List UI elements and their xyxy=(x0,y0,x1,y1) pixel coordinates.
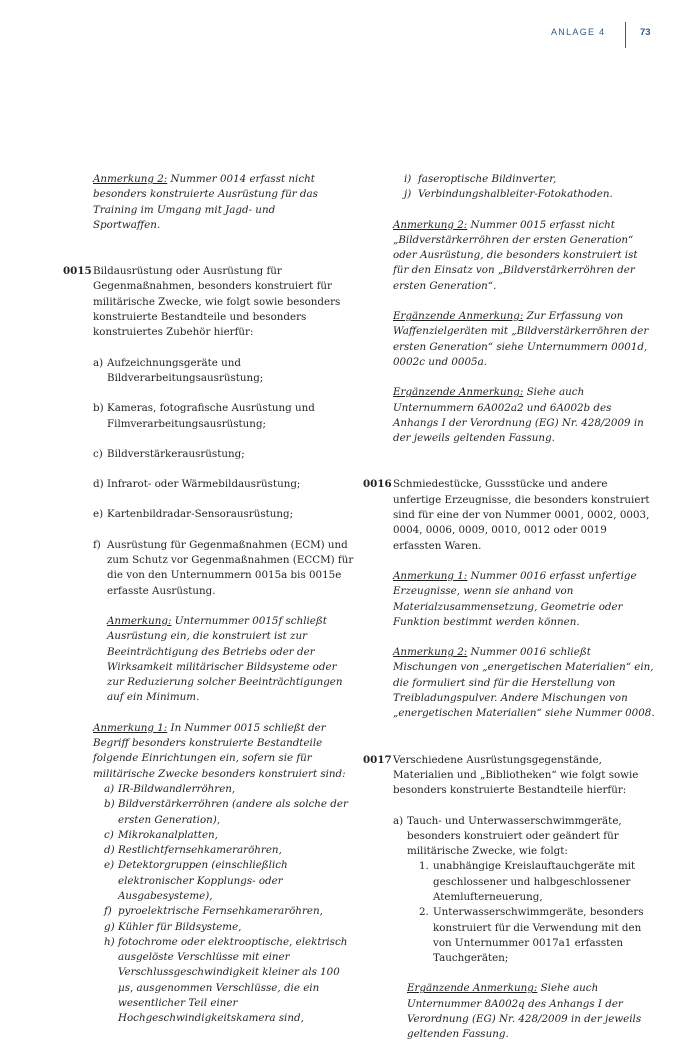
list-item xyxy=(93,797,355,828)
list-label: c) xyxy=(104,828,114,841)
section-number: 0016 xyxy=(363,478,392,491)
note-label: Ergänzende Anmerkung: xyxy=(407,982,538,995)
note-text: Nummer 0014 erfasst nicht besonders konstruierte Ausrüstung für das Training im Umgang mit Jagd- und Sportwaffen. xyxy=(93,173,318,231)
note-label: Anmerkung: xyxy=(107,614,172,627)
list-label: h) xyxy=(104,935,115,948)
note-text: Siehe auch Unternummern 6A002a2 und 6A002b des Anhangs I der Verordnung (EG) Nr. 428/2009 in der jeweils geltenden Fassung. xyxy=(393,386,644,445)
list-label: g) xyxy=(104,920,115,933)
list-text: Kühler für Bildsysteme, xyxy=(118,920,242,933)
supplementary-note xyxy=(407,981,655,1042)
note-text: Unternummer 0015f schließt Ausrüstung ein, die konstruiert ist zur Beeinträchtigung des Betriebs oder der Wirksamkeit militärischer Bildsysteme oder zur Reduzierung solcher Beeinträchtigungen auf ein Minimum. xyxy=(107,614,343,704)
note-text: Zur Erfassung von Waffenzielgeräten mit „Bildverstärkerröhren der ersten Generation“ siehe Unternummern 0001d, 0002c und 0005a. xyxy=(393,310,649,368)
list-text: Detektorgruppen (einschließlich elektronischer Kopplungs- oder Ausgabesysteme), xyxy=(118,859,288,902)
list-text: Restlichtfernsehkameraröhren, xyxy=(118,844,282,857)
note-2-0015 xyxy=(393,218,655,294)
note-label: Anmerkung 2: xyxy=(93,173,168,185)
note-label: Anmerkung 2: xyxy=(393,646,468,659)
list-item xyxy=(407,859,655,905)
list-text: Ausrüstung für Gegenmaßnahmen (ECM) und zum Schutz vor Gegenmaßnahmen (ECCM) für die von den Unternummern 0015a bis 0015e erfasste Ausrüstung. xyxy=(107,538,354,597)
note-label: Ergänzende Anmerkung: xyxy=(393,386,524,399)
list-item xyxy=(93,401,355,432)
list-text: Tauch- und Unterwasserschwimmgeräte, besonders konstruiert oder geändert für militärische Zwecke, wie folgt: xyxy=(407,814,622,858)
list-item xyxy=(93,507,355,522)
note-0015f xyxy=(107,614,355,706)
list-item xyxy=(393,187,655,202)
supplementary-note xyxy=(393,309,655,370)
list-label: a) xyxy=(93,356,104,369)
note-2-0016 xyxy=(393,645,655,721)
list-item xyxy=(407,905,655,966)
list-label: c) xyxy=(93,447,103,460)
note-text: Nummer 0015 erfasst nicht „Bildverstärkerröhren der ersten Generation“ oder Ausrüstung, die besonders konstruiert ist für den Einsatz von „Bildverstärkerröhren der ersten Generation“. xyxy=(393,218,638,292)
list-item xyxy=(393,172,655,187)
list-label: e) xyxy=(93,508,104,521)
continued-list xyxy=(393,172,655,203)
list-text: fotochrome oder elektrooptische, elektrisch ausgelöste Verschlüsse mit einer Verschlussgeschwindigkeit kleiner als 100 µs, ausgenommen Verschlüsse, die ein wesentlicher Teil einer Hochgeschwindigkeitskamera sind, xyxy=(118,935,348,1025)
list-item xyxy=(93,538,355,706)
section-0016 xyxy=(363,477,655,721)
list-label: d) xyxy=(104,844,115,857)
running-header-label: ANLAGE 4 xyxy=(551,27,606,37)
note-0014 xyxy=(93,172,345,233)
right-column xyxy=(363,172,655,1043)
list-label: j) xyxy=(404,188,412,201)
note-label: Anmerkung 2: xyxy=(393,218,468,231)
list-item xyxy=(93,920,355,935)
list-text: Kameras, fotografische Ausrüstung und Filmverarbeitungsausrüstung; xyxy=(107,402,315,430)
list-item xyxy=(93,935,355,1027)
list-text: unabhängige Kreislauftauchgeräte mit geschlossener und halbgeschlossener Atemlufterneuerung, xyxy=(433,860,636,903)
list-label: f) xyxy=(93,538,101,551)
list-label: e) xyxy=(104,859,115,872)
list-label: f) xyxy=(104,905,112,918)
list-label: i) xyxy=(404,173,412,185)
header-divider xyxy=(625,22,626,48)
list-item xyxy=(93,447,355,462)
section-intro: Verschiedene Ausrüstungsgegenstände, Materialien und „Bibliotheken“ wie folgt sowie besonders konstruierte Bestandteile hierfür: xyxy=(393,753,639,797)
list-item xyxy=(393,814,655,1043)
note-label: Ergänzende Anmerkung: xyxy=(393,310,524,323)
section-intro: Bildausrüstung oder Ausrüstung für Gegenmaßnahmen, besonders konstruiert für militärische Zwecke, wie folgt sowie besonders konstruierte Bestandteile und besonders konstruiertes Zubehör hierfür: xyxy=(93,265,341,339)
list-item xyxy=(93,356,355,387)
list-item xyxy=(93,843,355,858)
list-item xyxy=(93,858,355,904)
list-text: Mikrokanalplatten, xyxy=(118,828,218,841)
section-intro: Schmiedestücke, Gussstücke und andere unfertige Erzeugnisse, die besonders konstruiert sind für eine der von Nummer 0001, 0002, 0003, 0004, 0006, 0009, 0010, 0012 oder 0019 erfassten Waren. xyxy=(393,478,650,552)
section-0015 xyxy=(63,264,355,1026)
left-column xyxy=(63,172,355,1027)
page-number: 73 xyxy=(640,27,651,38)
list-text: Bildverstärkerausrüstung; xyxy=(107,447,245,460)
list-item xyxy=(93,828,355,843)
list-item xyxy=(93,477,355,492)
supplementary-note xyxy=(393,385,655,446)
list-text: pyroelektrische Fernsehkameraröhren, xyxy=(118,905,323,918)
note-text: In Nummer 0015 schließt der Begriff besonders konstruierte Bestandteile folgende Einrichtungen ein, sofern sie für militärische Zwecke besonders konstruiert sind: xyxy=(93,721,346,780)
list-label: 1. xyxy=(419,860,429,873)
note-1-0015 xyxy=(93,721,355,782)
list-label: 2. xyxy=(419,906,429,919)
list-text: Kartenbildradar-Sensorausrüstung; xyxy=(107,508,294,521)
section-0017 xyxy=(363,753,655,1043)
list-item xyxy=(93,782,355,797)
section-number: 0015 xyxy=(63,265,92,278)
note-1-0016 xyxy=(393,569,655,630)
list-text: Verbindungshalbleiter-Fotokathoden. xyxy=(418,188,613,201)
note-text: Siehe auch Unternummer 8A002q des Anhangs I der Verordnung (EG) Nr. 428/2009 in der jeweils geltenden Fassung. xyxy=(407,982,642,1041)
list-item xyxy=(93,904,355,919)
list-text: Infrarot- oder Wärmebildausrüstung; xyxy=(107,478,301,491)
list-label: a) xyxy=(393,814,404,827)
list-text: IR-Bildwandlerröhren, xyxy=(118,782,236,795)
note-text: Nummer 0016 erfasst unfertige Erzeugnisse, wenn sie anhand von Materialzusammensetzung, Geometrie oder Funktion bestimmt werden können. xyxy=(393,569,637,628)
list-label: d) xyxy=(93,478,104,491)
note-text: Nummer 0016 schließt Mischungen von „energetischen Materialien“ ein, die formuliert sind für die Herstellung von Treibladungspulver. Andere Mischungen von „energetischen Materialien“ siehe Nummer 0008. xyxy=(393,646,655,720)
list-text: Bildverstärkerröhren (andere als solche der ersten Generation), xyxy=(118,798,348,826)
list-label: b) xyxy=(104,798,115,811)
list-text: faseroptische Bildinverter, xyxy=(418,173,557,185)
list-text: Unterwasserschwimmgeräte, besonders konstruiert für die Verwendung mit den von Unternummer 0017a1 erfassten Tauchgeräten; xyxy=(433,906,644,965)
list-text: Aufzeichnungsgeräte und Bildverarbeitungsausrüstung; xyxy=(107,356,264,384)
note-label: Anmerkung 1: xyxy=(393,569,468,582)
list-label: b) xyxy=(93,402,104,415)
list-label: a) xyxy=(104,782,115,795)
note-label: Anmerkung 1: xyxy=(93,721,168,734)
section-number: 0017 xyxy=(363,753,392,766)
